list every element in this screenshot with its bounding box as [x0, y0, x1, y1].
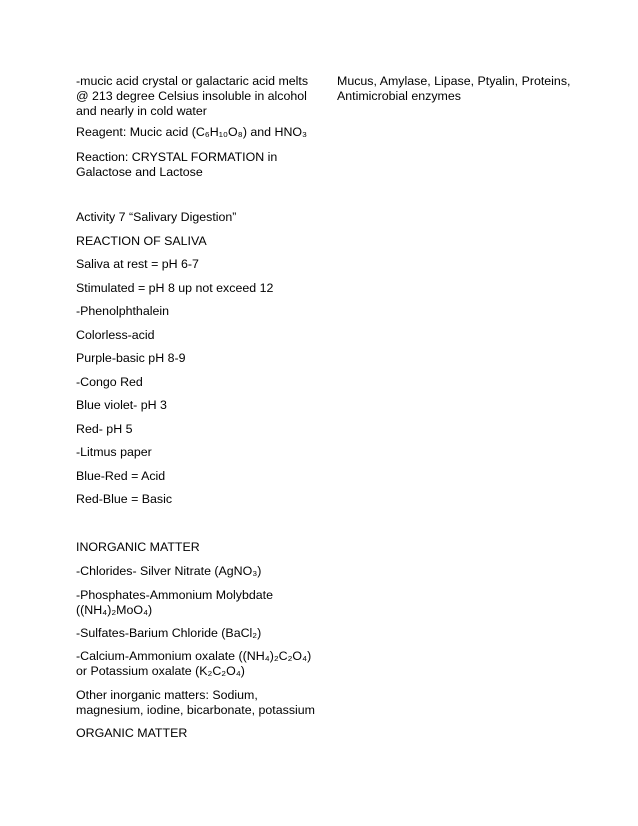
reaction-of-saliva-heading: REACTION OF SALIVA [76, 234, 207, 248]
sulfates-item: -Sulfates-Barium Chloride (BaCl₂) [76, 626, 262, 640]
right-line-1: Mucus, Amylase, Lipase, Ptyalin, Proteins, [337, 74, 571, 88]
red-blue-basic: Red-Blue = Basic [76, 492, 173, 506]
other-inorganic-line-2: magnesium, iodine, bicarbonate, potassium [76, 703, 315, 717]
reagent-line: Reagent: Mucic acid (C₆H₁₀O₈) and HNO₃ [76, 125, 308, 139]
right-line-2: Antimicrobial enzymes [337, 89, 461, 103]
red-ph: Red- pH 5 [76, 422, 133, 436]
activity-title: Activity 7 “Salivary Digestion” [76, 210, 237, 224]
stimulated-saliva: Stimulated = pH 8 up not exceed 12 [76, 281, 274, 295]
litmus-paper-item: -Litmus paper [76, 445, 152, 459]
mucic-line-1: -mucic acid crystal or galactaric acid melts [76, 74, 309, 88]
mucic-line-3: and nearly in cold water [76, 104, 207, 118]
phosphates-line-2: ((NH₄)₂MoO₄) [76, 603, 153, 617]
purple-basic: Purple-basic pH 8-9 [76, 351, 186, 365]
colorless-acid: Colorless-acid [76, 328, 155, 342]
congo-red-item: -Congo Red [76, 375, 143, 389]
chlorides-item: -Chlorides- Silver Nitrate (AgNO₃) [76, 564, 262, 578]
blue-red-acid: Blue-Red = Acid [76, 469, 166, 483]
blue-violet: Blue violet- pH 3 [76, 398, 167, 412]
phosphates-line-1: -Phosphates-Ammonium Molybdate [76, 588, 273, 602]
reaction-line-2: Galactose and Lactose [76, 165, 203, 179]
calcium-line-2: or Potassium oxalate (K₂C₂O₄) [76, 664, 245, 678]
mucic-line-2: @ 213 degree Celsius insoluble in alcohol [76, 89, 307, 103]
phenolphthalein-item: -Phenolphthalein [76, 304, 170, 318]
organic-matter-heading: ORGANIC MATTER [76, 726, 188, 740]
reaction-line-1: Reaction: CRYSTAL FORMATION in [76, 150, 278, 164]
inorganic-matter-heading: INORGANIC MATTER [76, 540, 200, 554]
saliva-at-rest: Saliva at rest = pH 6-7 [76, 257, 199, 271]
calcium-line-1: -Calcium-Ammonium oxalate ((NH₄)₂C₂O₄) [76, 649, 312, 663]
other-inorganic-line-1: Other inorganic matters: Sodium, [76, 688, 258, 702]
